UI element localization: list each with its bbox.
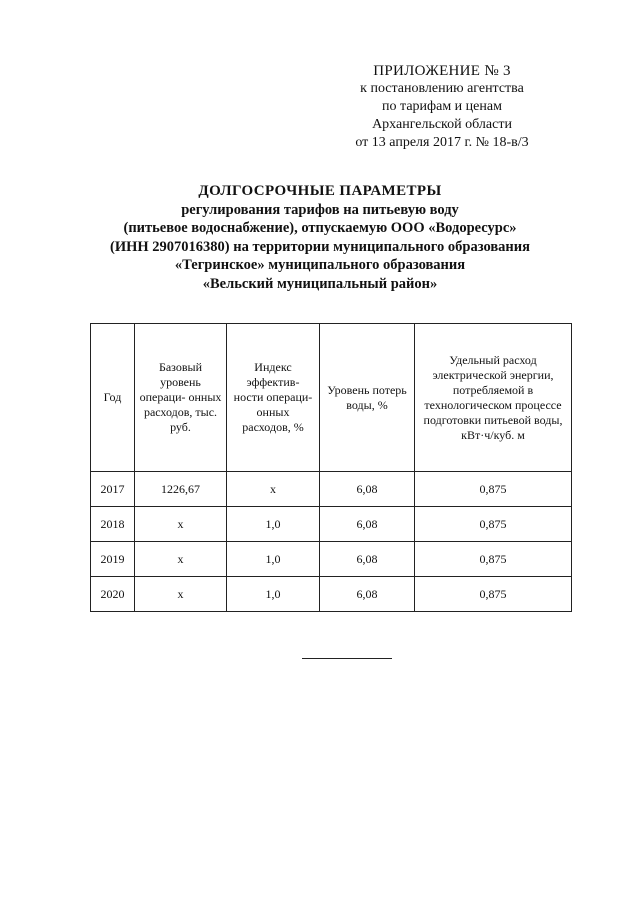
cell-efficiency-index: 1,0: [227, 507, 320, 542]
cell-energy-consumption: 0,875: [415, 472, 572, 507]
cell-energy-consumption: 0,875: [415, 507, 572, 542]
cell-base-costs: х: [135, 577, 227, 612]
parameters-table: [90, 323, 572, 612]
column-header-water-losses: Уровень потерь воды, %: [320, 324, 415, 472]
heading-line: (ИНН 2907016380) на территории муниципального образования: [110, 238, 530, 255]
column-header-year: Год: [91, 324, 135, 472]
appendix-line: к постановлению агентства: [360, 81, 524, 96]
document-heading: [0, 182, 640, 293]
cell-energy-consumption: 0,875: [415, 542, 572, 577]
closing-divider: [302, 658, 392, 659]
cell-base-costs: 1226,67: [135, 472, 227, 507]
cell-year: 2018: [91, 507, 135, 542]
heading-line: «Вельский муниципальный район»: [202, 275, 438, 292]
appendix-title: ПРИЛОЖЕНИЕ № 3: [373, 63, 511, 79]
cell-year: 2020: [91, 577, 135, 612]
cell-water-losses: 6,08: [320, 542, 415, 577]
cell-efficiency-index: х: [227, 472, 320, 507]
table-row: [91, 577, 572, 612]
column-header-base-costs: Базовый уровень операци- онных расходов, тыс. руб.: [135, 324, 227, 472]
table-header-row: [91, 324, 572, 472]
cell-efficiency-index: 1,0: [227, 577, 320, 612]
appendix-line: Архангельской области: [372, 117, 512, 132]
cell-water-losses: 6,08: [320, 472, 415, 507]
heading-title: ДОЛГОСРОЧНЫЕ ПАРАМЕТРЫ: [198, 183, 442, 199]
table-row: [91, 472, 572, 507]
heading-line: «Тегринское» муниципального образования: [174, 257, 466, 273]
column-header-energy-consumption: Удельный расход электрической энергии, потребляемой в технологическом процессе подготовки питьевой воды, кВт·ч/куб. м: [415, 324, 572, 472]
table-row: [91, 507, 572, 542]
appendix-block: [322, 62, 562, 152]
appendix-line: по тарифам и ценам: [382, 99, 502, 114]
cell-water-losses: 6,08: [320, 507, 415, 542]
cell-water-losses: 6,08: [320, 577, 415, 612]
column-header-efficiency-index: Индекс эффектив- ности операци- онных расходов, %: [227, 324, 320, 472]
cell-year: 2019: [91, 542, 135, 577]
table-row: [91, 542, 572, 577]
cell-base-costs: х: [135, 542, 227, 577]
heading-line: регулирования тарифов на питьевую воду: [181, 201, 459, 218]
cell-base-costs: х: [135, 507, 227, 542]
cell-year: 2017: [91, 472, 135, 507]
cell-efficiency-index: 1,0: [227, 542, 320, 577]
cell-energy-consumption: 0,875: [415, 577, 572, 612]
heading-line: (питьевое водоснабжение), отпускаемую ООО «Водоресурс»: [123, 220, 517, 236]
appendix-line: от 13 апреля 2017 г. № 18-в/3: [355, 135, 529, 150]
